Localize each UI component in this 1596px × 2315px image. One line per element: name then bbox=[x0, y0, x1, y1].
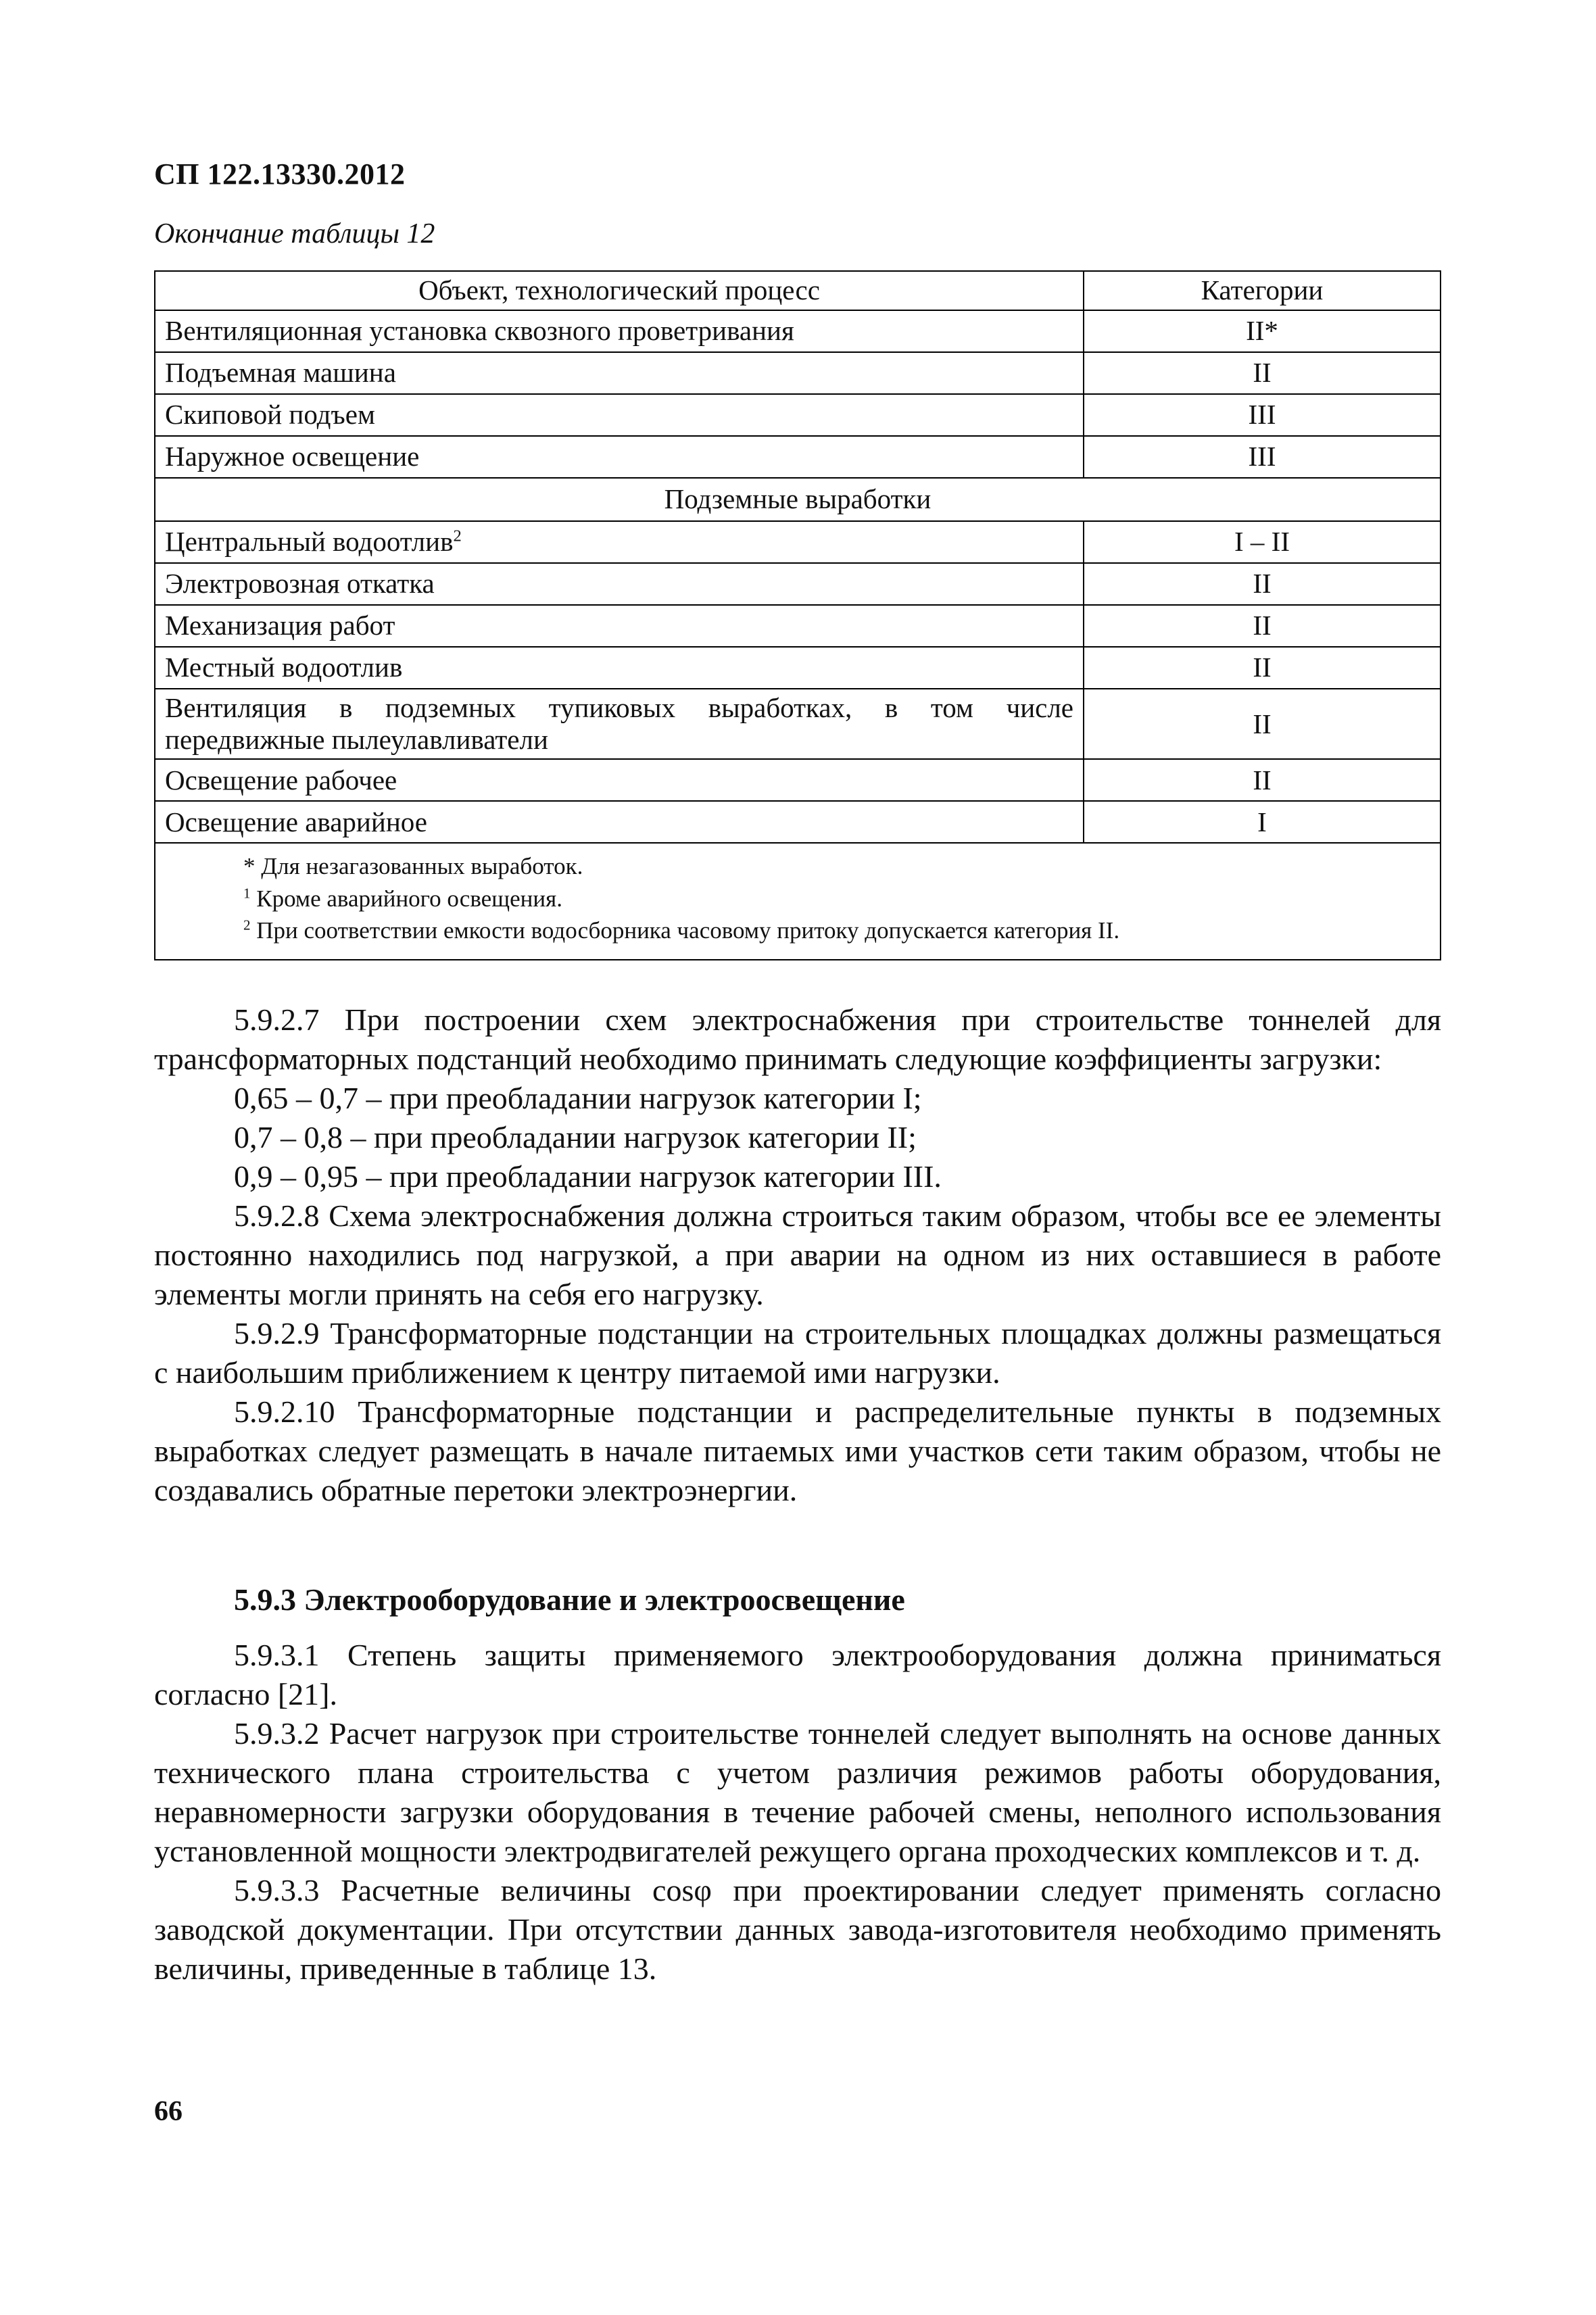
table-section-row bbox=[155, 478, 1441, 521]
object-text: Центральный водоотлив bbox=[165, 526, 454, 558]
object-cell: Электровозная откатка bbox=[155, 563, 1084, 605]
object-cell: Скиповой подъем bbox=[155, 394, 1084, 436]
table-note bbox=[243, 915, 1430, 947]
category-cell: III bbox=[1084, 394, 1441, 436]
section-title: Подземные выработки bbox=[155, 478, 1441, 521]
section-heading: 5.9.3 Электрооборудование и электроосвещение bbox=[234, 1582, 905, 1617]
note-mark: 2 bbox=[243, 917, 251, 933]
object-cell bbox=[155, 689, 1084, 759]
document-code: СП 122.13330.2012 bbox=[154, 157, 406, 191]
table-note bbox=[243, 883, 1430, 915]
table-row bbox=[155, 436, 1441, 478]
paragraph: 5.9.2.7 При построении схем электроснабжения при строительстве тоннелей для трансформаторных подстанций необходимо принимать следующие коэффициенты загрузки: bbox=[154, 1002, 1441, 1076]
paragraph: 5.9.3.1 Степень защиты применяемого электрооборудования должна приниматься согласно [21]. bbox=[154, 1638, 1441, 1711]
object-cell: Подъемная машина bbox=[155, 352, 1084, 394]
footnote-ref: 2 bbox=[453, 527, 462, 545]
category-cell: II bbox=[1084, 605, 1441, 647]
table-notes-row bbox=[155, 843, 1441, 960]
table-notes bbox=[155, 843, 1441, 960]
category-cell: II bbox=[1084, 352, 1441, 394]
paragraph: 5.9.2.8 Схема электроснабжения должна строиться таким образом, чтобы все ее элементы постоянно находились под нагрузкой, а при аварии на одном из них оставшиеся в работе элементы могли принять на себя его нагрузку. bbox=[154, 1198, 1441, 1311]
object-cell bbox=[155, 521, 1084, 563]
paragraph: 5.9.3.3 Расчетные величины cosφ при проектировании следует применять согласно заводской документации. При отсутствии данных завода-изготовителя необходимо применять величины, приведенные в таблице 13. bbox=[154, 1873, 1441, 1986]
table-row bbox=[155, 563, 1441, 605]
category-cell: II bbox=[1084, 689, 1441, 759]
object-cell: Механизация работ bbox=[155, 605, 1084, 647]
table-note bbox=[243, 850, 1430, 883]
table-row bbox=[155, 647, 1441, 689]
category-cell: II bbox=[1084, 563, 1441, 605]
paragraph: 5.9.2.9 Трансформаторные подстанции на строительных площадках должны размещаться с наибольшим приближением к центру питаемой ими нагрузки. bbox=[154, 1316, 1441, 1390]
object-cell: Освещение рабочее bbox=[155, 759, 1084, 801]
table-row bbox=[155, 310, 1441, 352]
category-cell: III bbox=[1084, 436, 1441, 478]
table-row bbox=[155, 394, 1441, 436]
table-row bbox=[155, 352, 1441, 394]
list-item: 0,9 – 0,95 – при преобладании нагрузок категории III. bbox=[234, 1159, 942, 1194]
table-row bbox=[155, 605, 1441, 647]
table-row bbox=[155, 689, 1441, 759]
note-text: Кроме аварийного освещения. bbox=[250, 885, 562, 912]
category-cell: II bbox=[1084, 759, 1441, 801]
note-text: При соответствии емкости водосборника часовому притоку допускается категория II. bbox=[250, 917, 1120, 944]
table-row bbox=[155, 521, 1441, 563]
page-number: 66 bbox=[154, 2096, 183, 2127]
object-text-line: Вентиляция в подземных тупиковых выработках, в том числе bbox=[165, 692, 1073, 723]
object-cell: Наружное освещение bbox=[155, 436, 1084, 478]
note-mark: 1 bbox=[243, 885, 251, 902]
body-text-block bbox=[154, 1636, 1441, 1989]
category-cell: II bbox=[1084, 647, 1441, 689]
note-mark: * bbox=[243, 853, 256, 880]
paragraph: 5.9.2.10 Трансформаторные подстанции и распределительные пункты в подземных выработках следует размещать в начале питаемых ими участков сети таким образом, чтобы не создавались обратные перетоки электроэнергии. bbox=[154, 1394, 1441, 1507]
paragraph: 5.9.3.2 Расчет нагрузок при строительстве тоннелей следует выполнять на основе данных технического плана строительства с учетом различия режимов работы оборудования, неравномерности загрузки оборудования в течение рабочей смены, неполного использования установленной мощности электродвигателей режущего органа проходческих комплексов и т. д. bbox=[154, 1716, 1441, 1868]
list-item: 0,7 – 0,8 – при преобладании нагрузок категории II; bbox=[234, 1120, 917, 1154]
table-row bbox=[155, 759, 1441, 801]
table-caption: Окончание таблицы 12 bbox=[154, 218, 435, 249]
object-cell: Освещение аварийное bbox=[155, 801, 1084, 843]
object-cell: Вентиляционная установка сквозного проветривания bbox=[155, 310, 1084, 352]
note-text: Для незагазованных выработок. bbox=[255, 853, 583, 880]
table-header-row bbox=[155, 271, 1441, 310]
list-item: 0,65 – 0,7 – при преобладании нагрузок категории I; bbox=[234, 1081, 922, 1115]
column-header-object: Объект, технологический процесс bbox=[155, 271, 1084, 310]
object-text-line: передвижные пылеулавливатели bbox=[165, 724, 548, 756]
object-cell: Местный водоотлив bbox=[155, 647, 1084, 689]
category-cell: I – II bbox=[1084, 521, 1441, 563]
category-cell: I bbox=[1084, 801, 1441, 843]
categories-table bbox=[154, 270, 1441, 960]
table-row bbox=[155, 801, 1441, 843]
category-cell: II* bbox=[1084, 310, 1441, 352]
column-header-category: Категории bbox=[1084, 271, 1441, 310]
body-text-block bbox=[154, 1000, 1441, 1510]
